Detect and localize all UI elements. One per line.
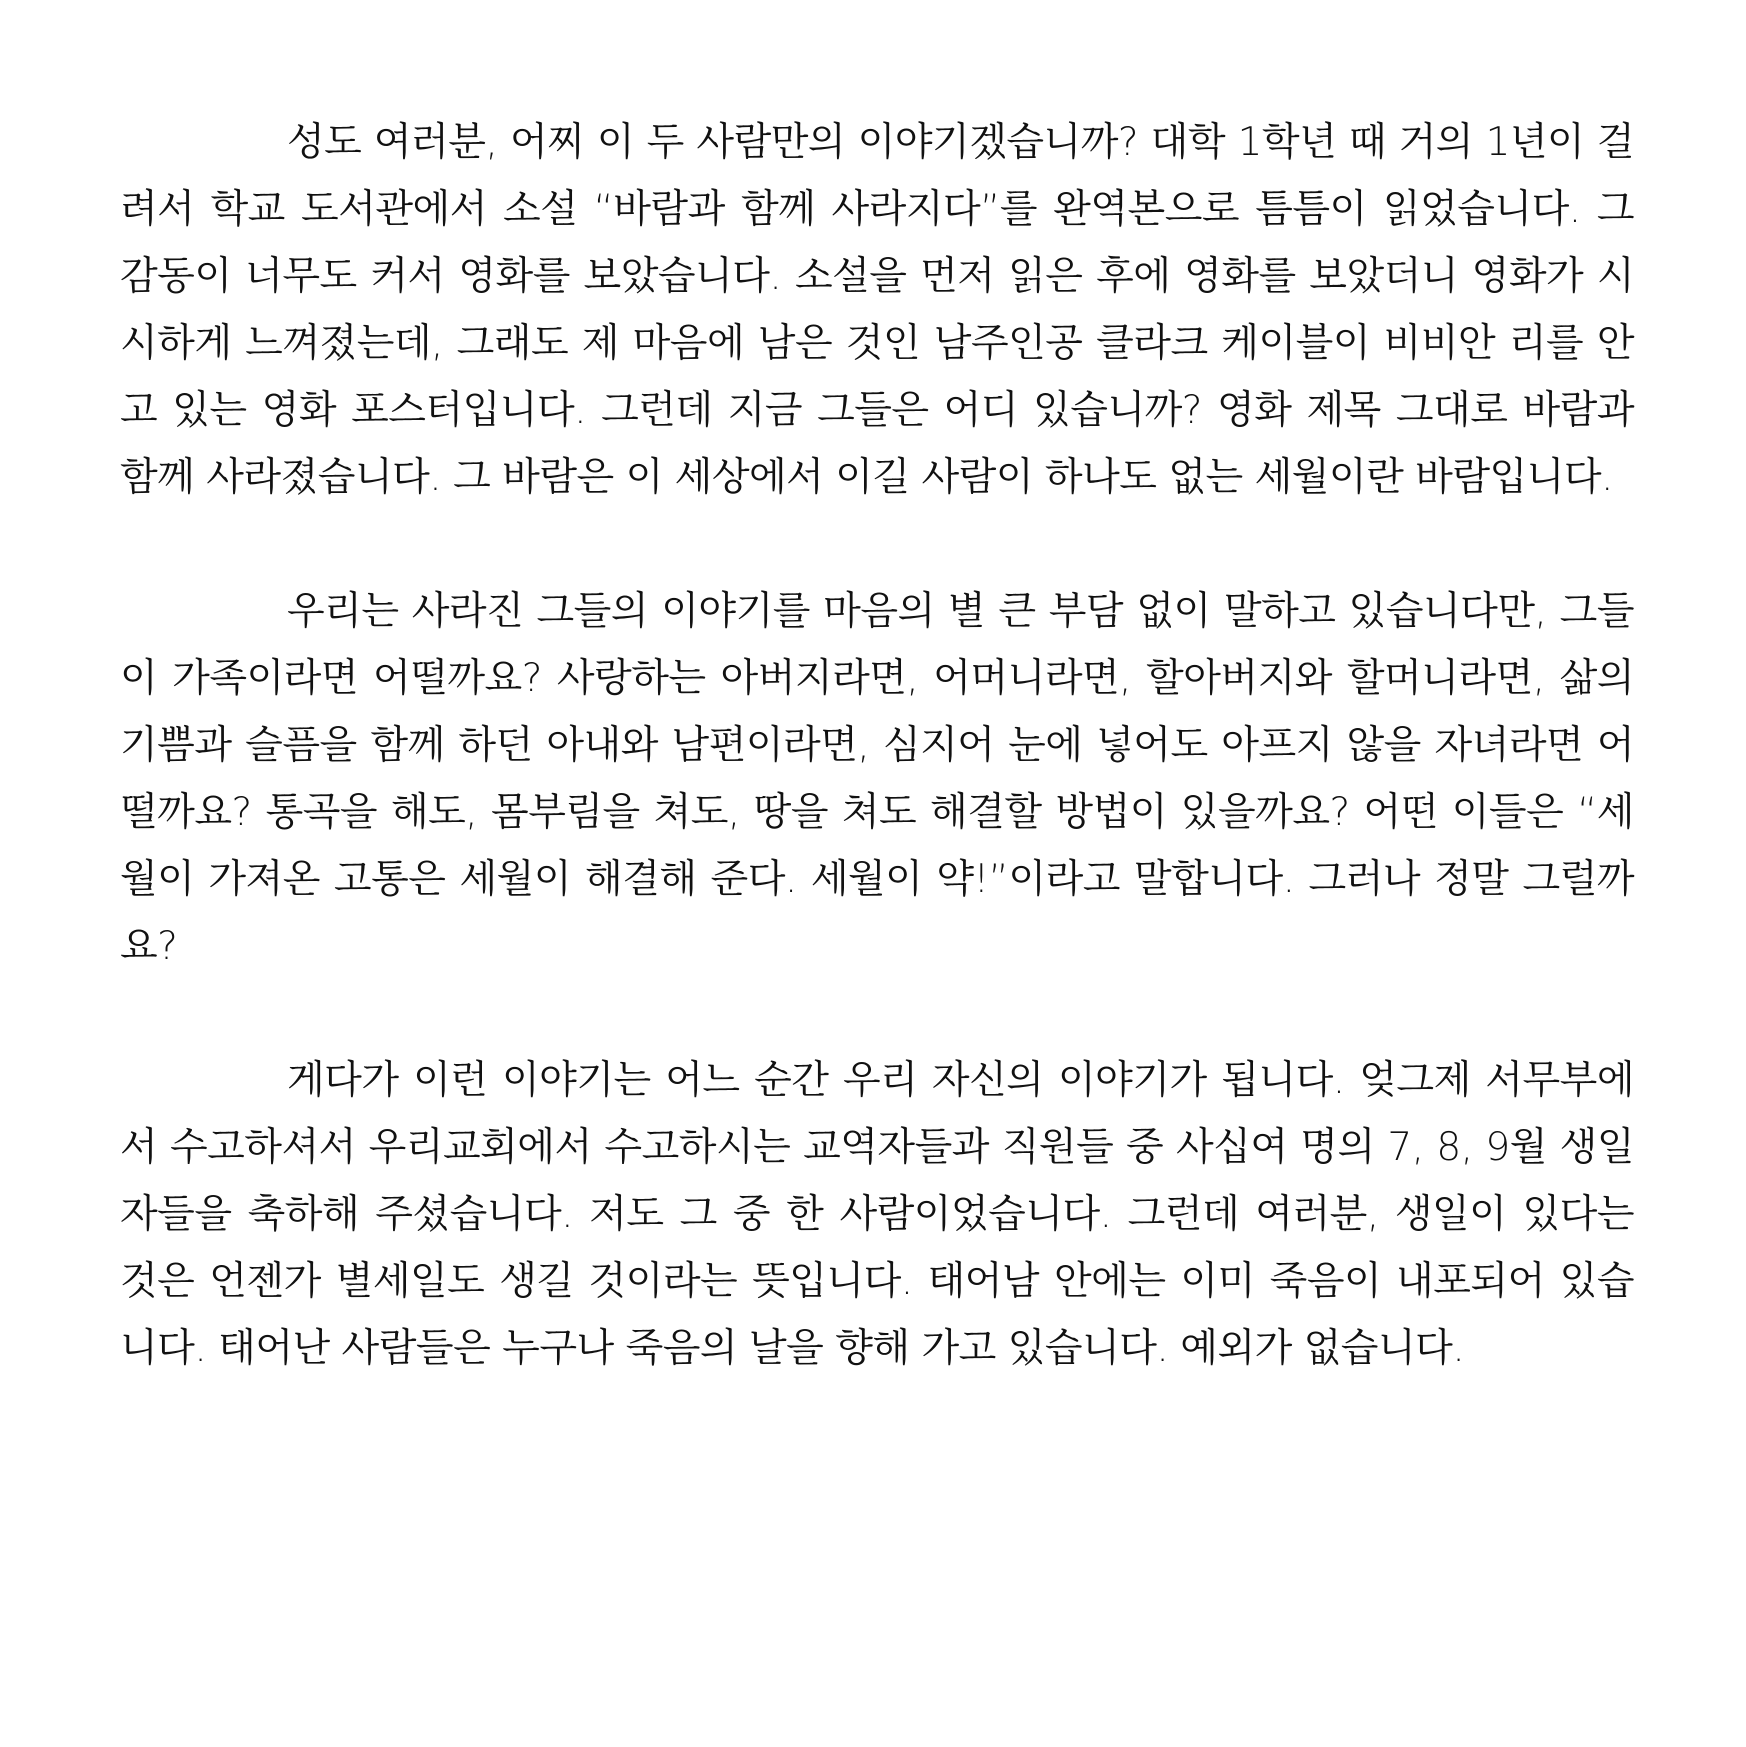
paragraph-3: 게다가 이런 이야기는 어느 순간 우리 자신의 이야기가 됩니다. 엊그제 서무부에서 수고하셔서 우리교회에서 수고하시는 교역자들과 직원들 중 사십여 명의 7, 8, 9월 생일자들을 축하해 주셨습니다. 저도 그 중 한 사람이었습니다. 그런데 여러분, 생일이 있다는 것은 언젠가 별세일도 생길 것이라는 뜻입니다. 태어남 안에는 이미 죽음이 내포되어 있습니다. 태어난 사람들은 누구나 죽음의 날을 향해 가고 있습니다. 예외가 없습니다.: [120, 1058, 1634, 1371]
document-body: [120, 109, 1634, 1382]
paragraph-1: 성도 여러분, 어찌 이 두 사람만의 이야기겠습니까? 대학 1학년 때 거의 1년이 걸려서 학교 도서관에서 소설 “바람과 함께 사라지다”를 완역본으로 틈틈이 읽었습니다. 그 감동이 너무도 커서 영화를 보았습니다. 소설을 먼저 읽은 후에 영화를 보았더니 영화가 시시하게 느껴졌는데, 그래도 제 마음에 남은 것인 남주인공 클라크 케이블이 비비안 리를 안고 있는 영화 포스터입니다. 그런데 지금 그들은 어디 있습니까? 영화 제목 그대로 바람과 함께 사라졌습니다. 그 바람은 이 세상에서 이길 사람이 하나도 없는 세월이란 바람입니다.: [120, 120, 1634, 500]
paragraph-2: 우리는 사라진 그들의 이야기를 마음의 별 큰 부담 없이 말하고 있습니다만, 그들이 가족이라면 어떨까요? 사랑하는 아버지라면, 어머니라면, 할아버지와 할머니라면, 삶의 기쁨과 슬픔을 함께 하던 아내와 남편이라면, 심지어 눈에 넣어도 아프지 않을 자녀라면 어떨까요? 통곡을 해도, 몸부림을 쳐도, 땅을 쳐도 해결할 방법이 있을까요? 어떤 이들은 “세월이 가져온 고통은 세월이 해결해 준다. 세월이 약!”이라고 말합니다. 그러나 정말 그럴까요?: [120, 589, 1634, 969]
